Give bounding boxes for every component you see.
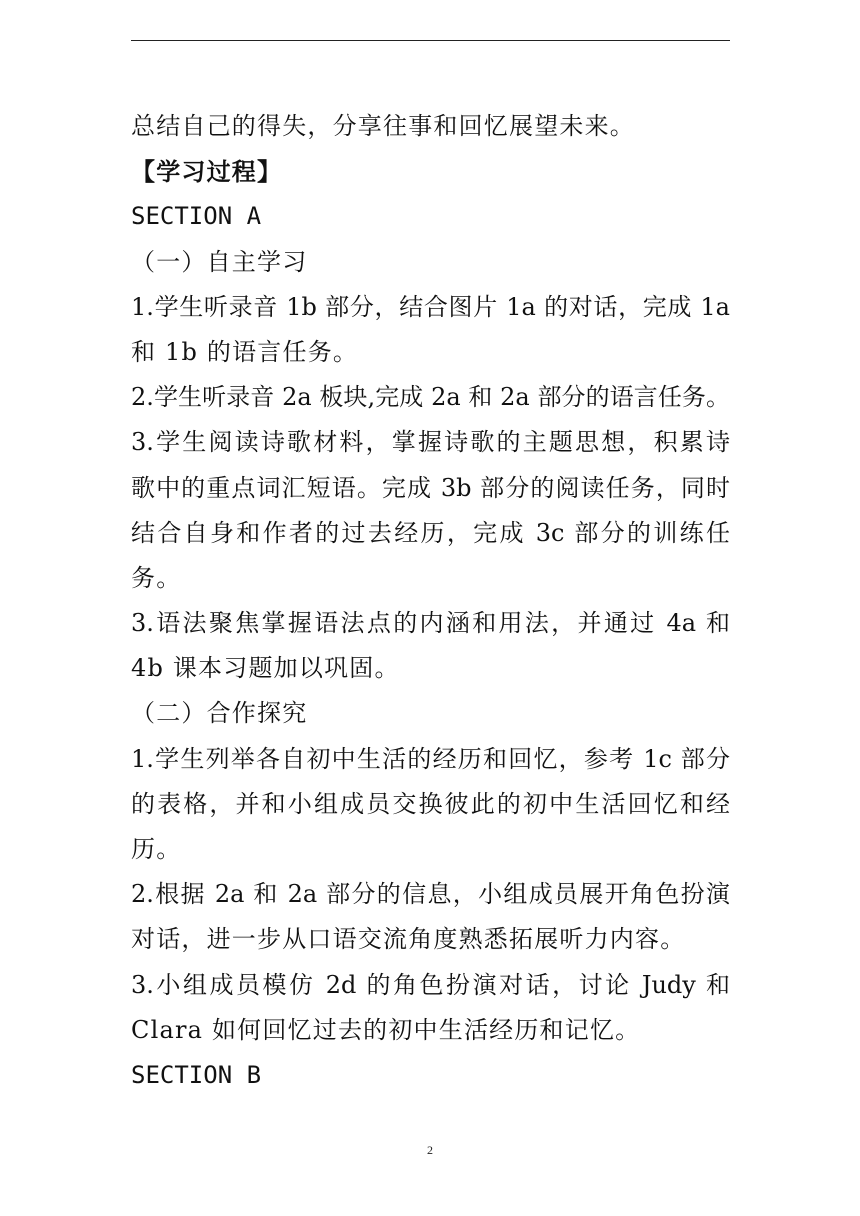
page-number: 2 <box>427 1143 433 1157</box>
section-b-heading: SECTION B <box>131 1060 262 1089</box>
text-line: 1.学生列举各自初中生活的经历和回忆，参考 1c 部分 <box>131 744 730 773</box>
text-line: 1.学生听录音 1b 部分，结合图片 1a 的对话，完成 1a <box>131 292 730 321</box>
text-line: 2.学生听录音 2a 板块,完成 2a 和 2a 部分的语言任务。 <box>131 383 730 412</box>
text-line: 和 1b 的语言任务。 <box>131 337 359 366</box>
text-line: 结合自身和作者的过去经历，完成 3c 部分的训练任 <box>131 518 730 547</box>
section-a-heading: SECTION A <box>131 202 262 231</box>
text-line: 歌中的重点词汇短语。完成 3b 部分的阅读任务，同时 <box>131 473 730 502</box>
document-body <box>131 104 730 1098</box>
text-line: 3.小组成员模仿 2d 的角色扮演对话，讨论 Judy 和 <box>131 970 730 999</box>
header-rule <box>131 40 730 41</box>
text-line: 历。 <box>131 835 182 863</box>
text-line: 对话，进一步从口语交流角度熟悉拓展听力内容。 <box>131 925 686 954</box>
text-line-intro-summary: 总结自己的得失，分享往事和回忆展望未来。 <box>131 112 635 140</box>
text-line: Clara 如何回忆过去的初中生活经历和记忆。 <box>131 1015 641 1044</box>
text-line: 3.学生阅读诗歌材料，掌握诗歌的主题思想，积累诗 <box>131 428 730 457</box>
text-line: 务。 <box>131 563 182 592</box>
subheading-self-study: （一）自主学习 <box>131 247 308 276</box>
text-line: 4b 课本习题加以巩固。 <box>131 654 400 683</box>
text-line: 3.语法聚焦掌握语法点的内涵和用法，并通过 4a 和 <box>131 609 730 638</box>
subheading-cooperative-inquiry: （二）合作探究 <box>131 699 308 728</box>
text-line: 2.根据 2a 和 2a 部分的信息，小组成员展开角色扮演 <box>131 880 730 909</box>
text-line: 的表格，并和小组成员交换彼此的初中生活回忆和经 <box>131 789 730 818</box>
heading-learning-process: 【学习过程】 <box>131 157 283 187</box>
